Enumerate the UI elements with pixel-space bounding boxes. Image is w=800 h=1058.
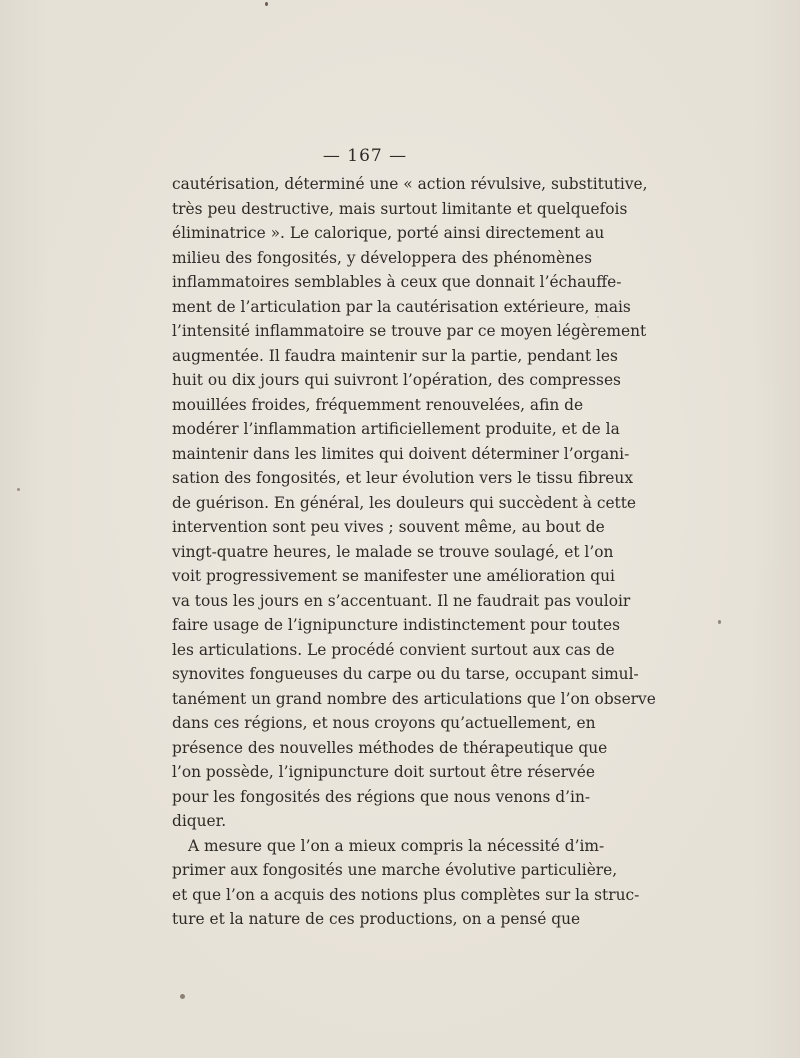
text-line: vingt-quatre heures, le malade se trouve soulagé, et l’on [172,542,614,561]
text-line: très peu destructive, mais surtout limitante et quelquefois [172,199,628,218]
ink-speck [718,620,721,624]
ink-speck [597,316,599,318]
text-line: milieu des fongosités, y développera des phénomènes [172,248,593,267]
text-line: sation des fongosités, et leur évolution vers le tissu fibreux [172,469,634,487]
text-line: ture et la nature de ces productions, on a pensé que [172,910,581,928]
text-line: pour les fongosités des régions que nous venons d’in- [172,787,591,806]
text-line: ment de l’articulation par la cautérisation extérieure, mais [172,297,631,316]
page-number: — 167 — [322,146,408,166]
text-line: va tous les jours en s’accentuant. Il ne faudrait pas vouloir [172,591,631,610]
text-line: inflammatoires semblables à ceux que donnait l’échauffe- [172,273,622,291]
text-line: faire usage de l’ignipuncture indistinctement pour toutes [172,616,620,634]
text-line: A mesure que l’on a mieux compris la nécessité d’im- [188,836,605,855]
text-line: dans ces régions, et nous croyons qu’actuellement, en [172,714,596,732]
text-line: synovites fongueuses du carpe ou du tarse, occupant simul- [172,665,639,683]
ink-speck [265,2,268,6]
ink-speck [180,994,185,999]
text-line: primer aux fongosités une marche évolutive particulière, [172,861,618,879]
text-line: intervention sont peu vives ; souvent même, au bout de [172,518,605,536]
text-line: tanément un grand nombre des articulations que l’on observe [172,689,656,708]
text-line: maintenir dans les limites qui doivent déterminer l’organi- [172,444,630,463]
text-line: voit progressivement se manifester une amélioration qui [172,567,615,585]
text-line: les articulations. Le procédé convient surtout aux cas de [172,640,615,659]
text-line: huit ou dix jours qui suivront l’opération, des compresses [172,371,621,389]
text-line: et que l’on a acquis des notions plus complètes sur la struc- [172,885,640,904]
text-line: diquer. [172,812,227,830]
text-line: augmentée. Il faudra maintenir sur la partie, pendant les [172,346,618,365]
text-line: modérer l’inflammation artificiellement produite, et de la [172,420,620,438]
text-line: l’intensité inflammatoire se trouve par ce moyen légèrement [172,322,647,340]
text-line: éliminatrice ». Le calorique, porté ainsi directement au [172,224,605,242]
text-line: de guérison. En général, les douleurs qui succèdent à cette [172,493,637,512]
text-line: l’on possède, l’ignipuncture doit surtout être réservée [172,763,595,781]
text-line: mouillées froides, fréquemment renouvelées, afin de [172,395,584,414]
body-text [172,172,656,932]
text-line: présence des nouvelles méthodes de thérapeutique que [172,738,608,757]
ink-speck [17,488,20,491]
text-line: cautérisation, déterminé une « action révulsive, substitutive, [172,175,648,193]
